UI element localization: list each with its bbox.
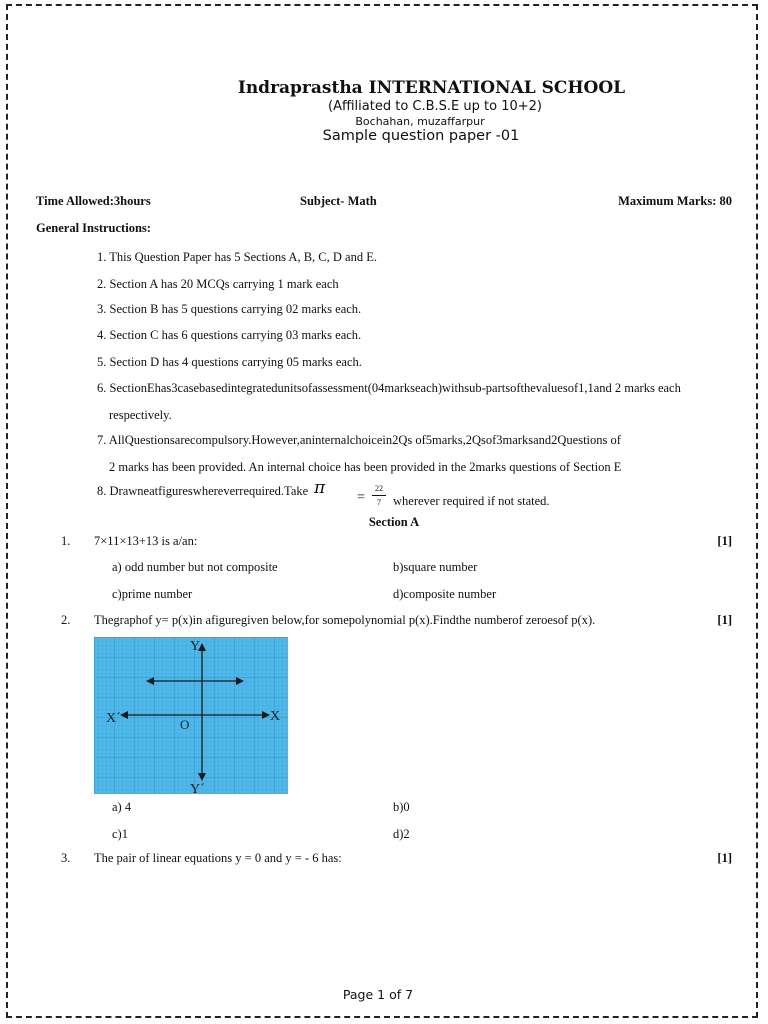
option-d: d)2	[393, 827, 410, 841]
instruction-item: 2 marks has been provided. An internal choice has been provided in the 2marks questions of Section E	[109, 460, 622, 474]
instruction-item: 3. Section B has 5 questions carrying 02 marks each.	[97, 302, 362, 316]
question-mark: [1]	[717, 534, 732, 548]
option-b: b)square number	[393, 560, 478, 574]
question-mark: [1]	[717, 613, 732, 627]
instruction-item: respectively.	[109, 408, 172, 422]
school-name: Indraprastha INTERNATIONAL SCHOOL	[237, 78, 626, 98]
question-mark: [1]	[717, 851, 732, 865]
equals-sign: =	[357, 490, 365, 505]
question-text: The pair of linear equations y = 0 and y = - 6 has:	[94, 851, 342, 865]
time-allowed: Time Allowed:3hours	[36, 194, 151, 208]
option-c: c)prime number	[112, 587, 193, 601]
question-number: 3.	[61, 851, 71, 865]
section-title: Section A	[368, 515, 420, 529]
question-number: 1.	[61, 534, 71, 548]
subject: Subject- Math	[300, 194, 377, 208]
option-b: b)0	[393, 800, 410, 814]
option-d: d)composite number	[393, 587, 497, 601]
origin-label: O	[180, 717, 190, 732]
polynomial-graph	[94, 637, 288, 794]
option-a: a) 4	[112, 800, 132, 814]
question-number: 2.	[61, 613, 71, 627]
address: Bochahan, muzaffarpur	[355, 115, 485, 128]
question-text: 7×11×13+13 is a/an:	[94, 534, 198, 548]
fraction-numerator: 22	[372, 482, 386, 496]
y-neg-label: Y´	[190, 782, 205, 794]
general-instructions-title: General Instructions:	[36, 221, 151, 235]
affiliation: (Affiliated to C.B.S.E up to 10+2)	[328, 99, 542, 114]
instruction-item: 5. Section D has 4 questions carrying 05 marks each.	[97, 355, 362, 369]
instruction-item: 7. AllQuestionsarecompulsory.However,aninternalchoicein2Qs of5marks,2Qsof3marksand2Questions of	[97, 433, 621, 447]
instruction-item: 1. This Question Paper has 5 Sections A, B, C, D and E.	[97, 250, 377, 264]
instruction-item: 2. Section A has 20 MCQs carrying 1 mark each	[97, 277, 339, 291]
instruction-item: 6. SectionEhas3casebasedintegratedunitsofassessment(04markseach)withsub-partsofthevaluesof1,1and 2 marks each	[97, 381, 681, 395]
max-marks: Maximum Marks: 80	[618, 194, 732, 208]
y-label: Y	[190, 639, 201, 654]
x-neg-label: X´	[106, 711, 121, 726]
paper-title: Sample question paper -01	[322, 128, 520, 144]
fraction	[372, 482, 386, 509]
x-label: X	[270, 709, 281, 724]
option-a: a) odd number but not composite	[112, 560, 278, 574]
question-text: Thegraphof y= p(x)in afiguregiven below,for somepolynomial p(x).Findthe numberof zeroesof p(x).	[94, 613, 596, 627]
page-footer: Page 1 of 7	[342, 987, 414, 1002]
instruction-item-tail: wherever required if not stated.	[393, 494, 550, 508]
option-c: c)1	[112, 827, 128, 841]
instruction-item: 8. Drawneatfigureswhereverrequired.Take	[97, 484, 309, 498]
pi-symbol: π	[314, 478, 326, 498]
instruction-item: 4. Section C has 6 questions carrying 03 marks each.	[97, 328, 362, 342]
fraction-denominator: 7	[377, 498, 381, 507]
